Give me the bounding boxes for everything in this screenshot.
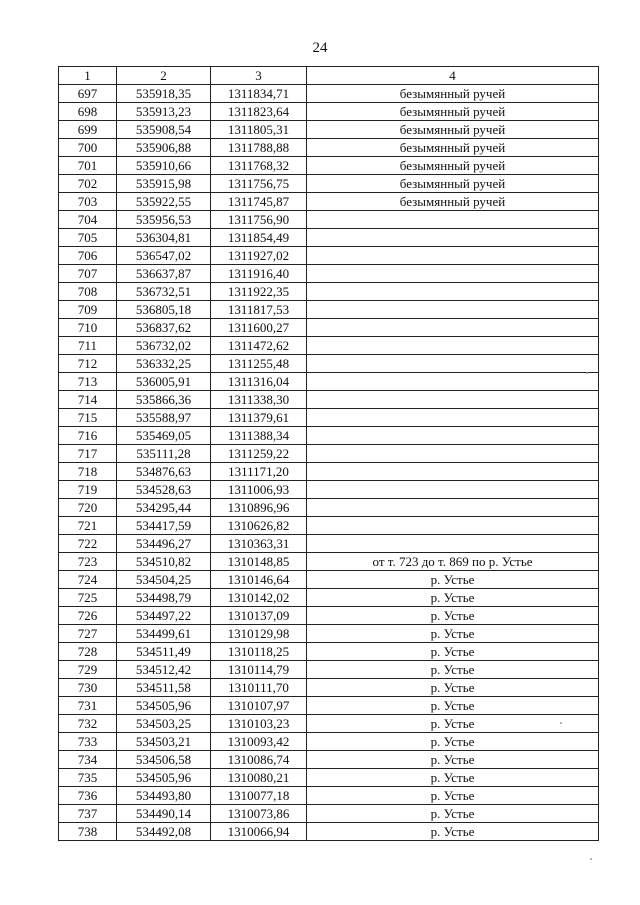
point-number-cell: 736 [59,787,117,805]
description-cell: р. Устье [307,589,599,607]
table-row [59,679,599,697]
description-cell [307,373,599,391]
description-cell: безымянный ручей [307,193,599,211]
point-number-cell: 727 [59,625,117,643]
table-row [59,121,599,139]
point-number-cell: 725 [59,589,117,607]
point-number-cell: 724 [59,571,117,589]
description-cell [307,319,599,337]
x-coordinate-cell: 535908,54 [117,121,211,139]
scan-speck [560,722,562,724]
table-row [59,337,599,355]
y-coordinate-cell: 1310093,42 [211,733,307,751]
y-coordinate-cell: 1311823,64 [211,103,307,121]
y-coordinate-cell: 1311768,32 [211,157,307,175]
x-coordinate-cell: 534510,82 [117,553,211,571]
point-number-cell: 712 [59,355,117,373]
x-coordinate-cell: 535906,88 [117,139,211,157]
point-number-cell: 721 [59,517,117,535]
table-row [59,535,599,553]
description-cell: р. Устье [307,733,599,751]
point-number-cell: 700 [59,139,117,157]
point-number-cell: 719 [59,481,117,499]
y-coordinate-cell: 1311834,71 [211,85,307,103]
header-row [59,67,599,85]
point-number-cell: 718 [59,463,117,481]
point-number-cell: 711 [59,337,117,355]
table-row [59,715,599,733]
point-number-cell: 713 [59,373,117,391]
point-number-cell: 726 [59,607,117,625]
y-coordinate-cell: 1310073,86 [211,805,307,823]
table-row [59,355,599,373]
x-coordinate-cell: 534503,21 [117,733,211,751]
y-coordinate-cell: 1310118,25 [211,643,307,661]
x-coordinate-cell: 534493,80 [117,787,211,805]
x-coordinate-cell: 535918,35 [117,85,211,103]
x-coordinate-cell: 536304,81 [117,229,211,247]
description-cell [307,301,599,319]
table-row [59,697,599,715]
y-coordinate-cell: 1311788,88 [211,139,307,157]
point-number-cell: 735 [59,769,117,787]
point-number-cell: 704 [59,211,117,229]
x-coordinate-cell: 536837,62 [117,319,211,337]
y-coordinate-cell: 1311854,49 [211,229,307,247]
header-y-coordinate: 3 [211,67,307,85]
description-cell: от т. 723 до т. 869 по р. Устье [307,553,599,571]
y-coordinate-cell: 1310103,23 [211,715,307,733]
description-cell: безымянный ручей [307,157,599,175]
description-cell: р. Устье [307,679,599,697]
description-cell: безымянный ручей [307,139,599,157]
y-coordinate-cell: 1310086,74 [211,751,307,769]
y-coordinate-cell: 1310626,82 [211,517,307,535]
point-number-cell: 738 [59,823,117,841]
table-row [59,643,599,661]
x-coordinate-cell: 534876,63 [117,463,211,481]
table-row [59,445,599,463]
x-coordinate-cell: 535866,36 [117,391,211,409]
x-coordinate-cell: 536637,87 [117,265,211,283]
description-cell: р. Устье [307,607,599,625]
table-row [59,571,599,589]
x-coordinate-cell: 534496,27 [117,535,211,553]
table-row [59,733,599,751]
x-coordinate-cell: 534497,22 [117,607,211,625]
y-coordinate-cell: 1311600,27 [211,319,307,337]
table-row [59,211,599,229]
point-number-cell: 717 [59,445,117,463]
x-coordinate-cell: 534511,58 [117,679,211,697]
y-coordinate-cell: 1310363,31 [211,535,307,553]
table-body [59,85,599,841]
description-cell [307,535,599,553]
description-cell: безымянный ручей [307,121,599,139]
y-coordinate-cell: 1311379,61 [211,409,307,427]
table-row [59,247,599,265]
x-coordinate-cell: 534490,14 [117,805,211,823]
description-cell [307,211,599,229]
description-cell: р. Устье [307,805,599,823]
table-row [59,499,599,517]
y-coordinate-cell: 1311259,22 [211,445,307,463]
y-coordinate-cell: 1310146,64 [211,571,307,589]
description-cell: р. Устье [307,769,599,787]
point-number-cell: 701 [59,157,117,175]
description-cell: р. Устье [307,643,599,661]
y-coordinate-cell: 1311756,90 [211,211,307,229]
point-number-cell: 716 [59,427,117,445]
point-number-cell: 729 [59,661,117,679]
table-row [59,85,599,103]
description-cell [307,517,599,535]
scan-speck [590,858,592,860]
description-cell: р. Устье [307,571,599,589]
y-coordinate-cell: 1310080,21 [211,769,307,787]
y-coordinate-cell: 1310114,79 [211,661,307,679]
table-row [59,391,599,409]
description-cell [307,409,599,427]
table-row [59,787,599,805]
y-coordinate-cell: 1310111,70 [211,679,307,697]
table-header [59,67,599,85]
table-row [59,157,599,175]
y-coordinate-cell: 1310142,02 [211,589,307,607]
description-cell [307,283,599,301]
table-row [59,103,599,121]
description-cell [307,229,599,247]
table-row [59,751,599,769]
x-coordinate-cell: 534295,44 [117,499,211,517]
point-number-cell: 709 [59,301,117,319]
point-number-cell: 733 [59,733,117,751]
description-cell: р. Устье [307,625,599,643]
table-row [59,481,599,499]
description-cell [307,499,599,517]
y-coordinate-cell: 1310148,85 [211,553,307,571]
point-number-cell: 737 [59,805,117,823]
point-number-cell: 731 [59,697,117,715]
point-number-cell: 707 [59,265,117,283]
x-coordinate-cell: 535956,53 [117,211,211,229]
table-row [59,517,599,535]
description-cell: р. Устье [307,751,599,769]
table-row [59,301,599,319]
point-number-cell: 734 [59,751,117,769]
y-coordinate-cell: 1311756,75 [211,175,307,193]
table-row [59,427,599,445]
point-number-cell: 697 [59,85,117,103]
description-cell: р. Устье [307,715,599,733]
description-cell [307,265,599,283]
table-row [59,823,599,841]
header-x-coordinate: 2 [117,67,211,85]
table-row [59,589,599,607]
point-number-cell: 728 [59,643,117,661]
table-row [59,139,599,157]
x-coordinate-cell: 536332,25 [117,355,211,373]
coordinates-table [58,66,599,841]
y-coordinate-cell: 1311338,30 [211,391,307,409]
description-cell: безымянный ручей [307,175,599,193]
y-coordinate-cell: 1311316,04 [211,373,307,391]
description-cell [307,247,599,265]
x-coordinate-cell: 535913,23 [117,103,211,121]
point-number-cell: 702 [59,175,117,193]
table-row [59,625,599,643]
table-row [59,409,599,427]
x-coordinate-cell: 535915,98 [117,175,211,193]
x-coordinate-cell: 534528,63 [117,481,211,499]
x-coordinate-cell: 535922,55 [117,193,211,211]
description-cell [307,427,599,445]
x-coordinate-cell: 534498,79 [117,589,211,607]
description-cell [307,445,599,463]
scan-speck [586,372,588,374]
description-cell [307,337,599,355]
y-coordinate-cell: 1311927,02 [211,247,307,265]
x-coordinate-cell: 534504,25 [117,571,211,589]
y-coordinate-cell: 1310066,94 [211,823,307,841]
table-row [59,283,599,301]
x-coordinate-cell: 536805,18 [117,301,211,319]
y-coordinate-cell: 1311805,31 [211,121,307,139]
point-number-cell: 706 [59,247,117,265]
description-cell: р. Устье [307,697,599,715]
description-cell: р. Устье [307,823,599,841]
description-cell [307,481,599,499]
table-row [59,805,599,823]
description-cell: безымянный ручей [307,85,599,103]
y-coordinate-cell: 1311745,87 [211,193,307,211]
point-number-cell: 715 [59,409,117,427]
table-row [59,661,599,679]
point-number-cell: 699 [59,121,117,139]
y-coordinate-cell: 1311171,20 [211,463,307,481]
table-row [59,193,599,211]
description-cell: безымянный ручей [307,103,599,121]
point-number-cell: 708 [59,283,117,301]
table-row [59,319,599,337]
y-coordinate-cell: 1311006,93 [211,481,307,499]
y-coordinate-cell: 1311472,62 [211,337,307,355]
x-coordinate-cell: 536732,02 [117,337,211,355]
point-number-cell: 730 [59,679,117,697]
point-number-cell: 703 [59,193,117,211]
x-coordinate-cell: 534505,96 [117,697,211,715]
description-cell [307,355,599,373]
y-coordinate-cell: 1310077,18 [211,787,307,805]
page-number: 24 [312,40,328,56]
x-coordinate-cell: 534512,42 [117,661,211,679]
x-coordinate-cell: 536547,02 [117,247,211,265]
description-cell [307,391,599,409]
table-row [59,607,599,625]
description-cell: р. Устье [307,787,599,805]
y-coordinate-cell: 1310129,98 [211,625,307,643]
point-number-cell: 698 [59,103,117,121]
point-number-cell: 732 [59,715,117,733]
x-coordinate-cell: 534503,25 [117,715,211,733]
y-coordinate-cell: 1311388,34 [211,427,307,445]
x-coordinate-cell: 535910,66 [117,157,211,175]
y-coordinate-cell: 1310137,09 [211,607,307,625]
y-coordinate-cell: 1311922,35 [211,283,307,301]
table-row [59,463,599,481]
point-number-cell: 722 [59,535,117,553]
header-description: 4 [307,67,599,85]
table-row [59,229,599,247]
y-coordinate-cell: 1311916,40 [211,265,307,283]
y-coordinate-cell: 1311817,53 [211,301,307,319]
description-cell [307,463,599,481]
x-coordinate-cell: 536005,91 [117,373,211,391]
x-coordinate-cell: 534492,08 [117,823,211,841]
table-row [59,769,599,787]
x-coordinate-cell: 534505,96 [117,769,211,787]
x-coordinate-cell: 534506,58 [117,751,211,769]
x-coordinate-cell: 536732,51 [117,283,211,301]
x-coordinate-cell: 534511,49 [117,643,211,661]
table-row [59,175,599,193]
point-number-cell: 714 [59,391,117,409]
table-row [59,373,599,391]
header-point-number: 1 [59,67,117,85]
x-coordinate-cell: 535469,05 [117,427,211,445]
point-number-cell: 720 [59,499,117,517]
point-number-cell: 710 [59,319,117,337]
x-coordinate-cell: 535588,97 [117,409,211,427]
table-row [59,553,599,571]
x-coordinate-cell: 535111,28 [117,445,211,463]
y-coordinate-cell: 1310107,97 [211,697,307,715]
x-coordinate-cell: 534499,61 [117,625,211,643]
point-number-cell: 723 [59,553,117,571]
table-row [59,265,599,283]
point-number-cell: 705 [59,229,117,247]
description-cell: р. Устье [307,661,599,679]
x-coordinate-cell: 534417,59 [117,517,211,535]
y-coordinate-cell: 1310896,96 [211,499,307,517]
y-coordinate-cell: 1311255,48 [211,355,307,373]
